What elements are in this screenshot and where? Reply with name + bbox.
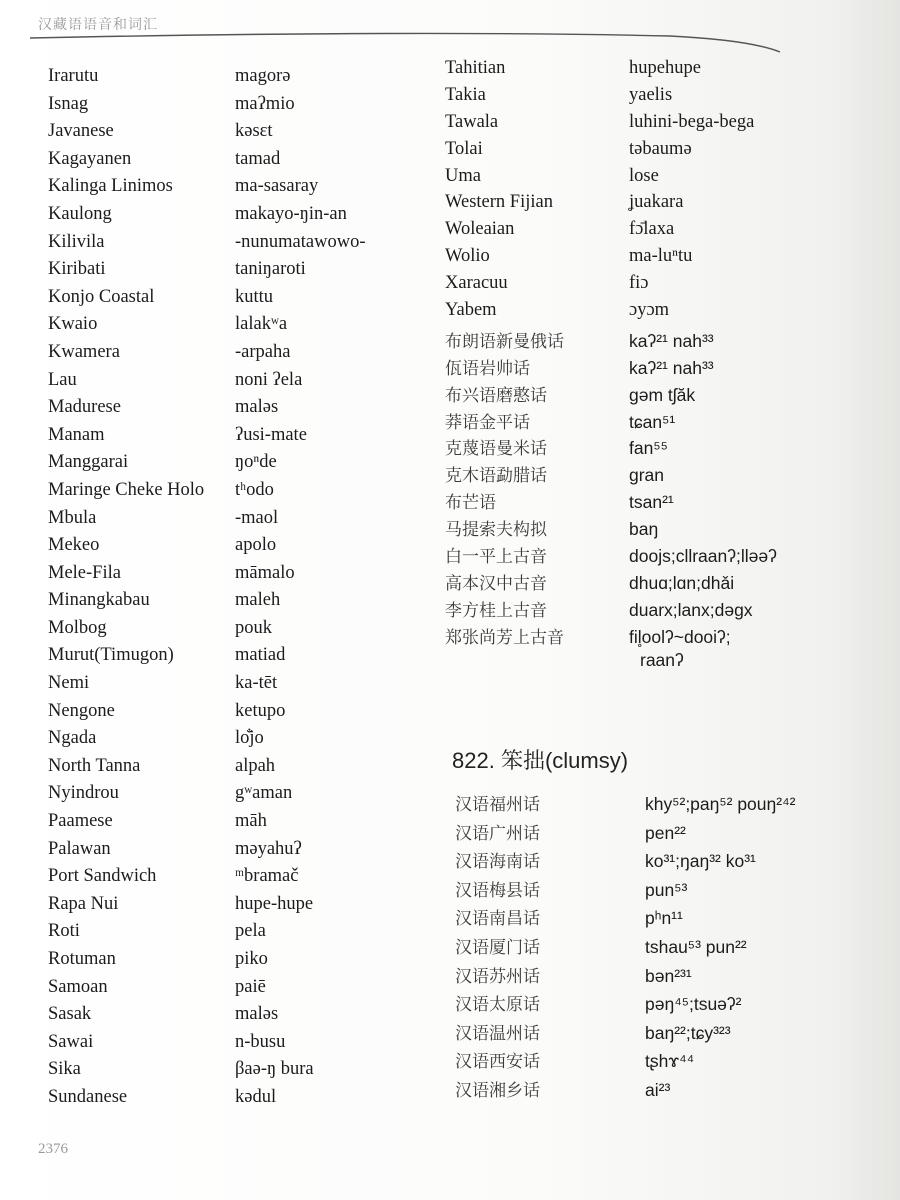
word-form: hupehupe: [629, 58, 701, 78]
entry-row: [48, 673, 428, 701]
left-column: [48, 66, 428, 1115]
entry-row: [48, 287, 428, 315]
language-name: Mekeo: [48, 535, 100, 556]
word-form: apolo: [235, 535, 277, 556]
entry-row: [48, 535, 428, 563]
word-form: maləs: [235, 397, 279, 418]
section-heading: [452, 744, 628, 775]
word-form-continuation: raanʔ: [640, 649, 684, 670]
language-name: Irarutu: [48, 66, 99, 86]
word-form: yaelis: [629, 84, 673, 105]
word-form: ketupo: [235, 700, 286, 721]
language-name: Kiribati: [48, 259, 106, 280]
entry-row: [48, 756, 428, 784]
language-name: Maringe Cheke Holo: [48, 479, 205, 500]
word-form: gʷaman: [235, 783, 293, 804]
entry-row: [48, 563, 428, 591]
language-name: Sasak: [48, 1004, 92, 1025]
word-form: kaʔ²¹ nah³³: [629, 330, 714, 351]
entry-row: [48, 259, 428, 287]
language-name: Paamese: [48, 811, 113, 832]
word-form: duarx;lanx;dəgx: [629, 599, 753, 620]
word-form: khy⁵²;paŋ⁵² pouŋ²⁴²: [645, 794, 796, 814]
word-form: bən²³¹: [645, 965, 692, 986]
word-form: doojs;cllraanʔ;lləəʔ: [629, 546, 777, 567]
language-name: Manggarai: [48, 452, 129, 473]
word-form: fɔ̄laxa: [629, 219, 675, 240]
language-name: 汉语苏州话: [455, 966, 540, 987]
language-name: Ngada: [48, 728, 97, 749]
language-name: Port Sandwich: [48, 866, 157, 887]
language-name: 李方桂上古音: [445, 600, 547, 621]
word-form: luhini-bega-bega: [629, 111, 755, 132]
word-form: -maol: [235, 507, 279, 528]
word-form: baŋ: [629, 519, 659, 540]
word-form: alpah: [235, 755, 276, 776]
language-name: 郑张尚芳上古音: [445, 627, 564, 648]
word-form: piko: [235, 949, 268, 969]
language-name: Mbula: [48, 507, 97, 528]
entry-row: [48, 176, 428, 204]
entry-row: [48, 839, 428, 867]
language-name: Nyindrou: [48, 783, 119, 804]
entry-row: [48, 921, 428, 949]
word-form: ko³¹;ŋaŋ³² ko³¹: [645, 851, 756, 872]
word-form: tʂhɤ⁴⁴: [645, 1051, 695, 1072]
entry-row: [445, 273, 865, 300]
entry-row: [48, 783, 428, 811]
entry-row: [445, 434, 865, 461]
word-form: pen²²: [645, 822, 686, 843]
language-name: Kwaio: [48, 314, 98, 335]
entry-row: [445, 112, 865, 139]
word-form: ai²³: [645, 1079, 671, 1100]
language-name: Sawai: [48, 1031, 94, 1052]
language-name: Madurese: [48, 397, 121, 418]
word-form: gəm tʃăk: [629, 384, 696, 405]
language-name: 汉语温州话: [455, 1023, 540, 1044]
section-822-entries: [455, 790, 875, 1105]
language-name: Murut(Timugon): [48, 645, 174, 666]
language-name: Minangkabau: [48, 590, 150, 611]
running-head: 汉藏语语音和词汇: [38, 17, 158, 33]
entry-row: [445, 354, 865, 381]
language-name: Xaracuu: [445, 273, 508, 294]
entry-row: [445, 461, 865, 488]
entry-row: [48, 94, 428, 122]
entry-row: [48, 949, 428, 977]
entry-row: [48, 342, 428, 370]
entry-row: [455, 962, 875, 991]
word-form: ʔusi-mate: [235, 424, 307, 445]
entry-row: [445, 515, 865, 542]
word-form: kədul: [235, 1086, 277, 1107]
word-form: ᵐbramač: [235, 866, 299, 887]
entry-row: [445, 381, 865, 408]
entry-row: [48, 204, 428, 232]
language-name: Kwamera: [48, 341, 120, 362]
entry-row: [48, 452, 428, 480]
page-number: 2376: [38, 1141, 68, 1157]
language-name: Mele-Fila: [48, 562, 121, 583]
entry-row: [445, 623, 865, 650]
word-form: -arpaha: [235, 341, 291, 362]
language-name: 高本汉中古音: [445, 573, 547, 594]
entry-row: [48, 645, 428, 673]
word-form: matiad: [235, 645, 286, 666]
entry-row: [48, 425, 428, 453]
word-form: kəsɛt: [235, 121, 273, 142]
word-form: βaə-ŋ bura: [235, 1059, 314, 1080]
word-form: pəŋ⁴⁵;tsuəʔ²: [645, 994, 742, 1015]
word-form: ŋoⁿde: [235, 452, 277, 473]
language-name: Kagayanen: [48, 148, 132, 169]
language-name: Woleaian: [445, 219, 515, 240]
entry-row: [455, 847, 875, 876]
entry-row: [445, 408, 865, 435]
language-name: 汉语湘乡话: [455, 1080, 540, 1101]
entry-row: [445, 166, 865, 193]
language-name: Kaulong: [48, 203, 112, 224]
language-name: Wolio: [445, 246, 490, 267]
word-form: ma-luⁿtu: [629, 246, 693, 267]
word-form: pʰn¹¹: [645, 908, 683, 929]
word-form: tɕan⁵¹: [629, 411, 676, 432]
word-form: kaʔ²¹ nah³³: [629, 357, 714, 378]
language-name: 汉语厦门话: [455, 937, 540, 958]
entry-row: [48, 1004, 428, 1032]
language-name: Western Fijian: [445, 192, 553, 213]
entry-row: [445, 246, 865, 273]
entry-row: [445, 542, 865, 569]
entry-row: [48, 894, 428, 922]
entry-row: [445, 85, 865, 112]
word-form: gran: [629, 465, 665, 486]
language-name: 克蔑语曼米话: [445, 439, 547, 460]
language-name: Molbog: [48, 617, 107, 638]
word-form: ɔyɔm: [629, 300, 670, 321]
entry-row: [445, 327, 865, 354]
entry-row: [48, 811, 428, 839]
right-column: [445, 58, 865, 676]
language-name: 汉语梅县话: [455, 880, 540, 901]
word-form: paiē: [235, 976, 266, 997]
language-name: Lau: [48, 369, 77, 390]
entry-row: [445, 58, 865, 85]
language-name: Kilivila: [48, 231, 105, 252]
language-name: Sika: [48, 1059, 81, 1080]
entry-row: [445, 488, 865, 515]
word-form: baŋ²²;tɕy³²³: [645, 1022, 731, 1043]
word-form: maleh: [235, 590, 281, 611]
word-form: fil̥oolʔ~dooiʔ;: [629, 626, 731, 647]
word-form: təbaumə: [629, 138, 692, 159]
header-rule: [30, 22, 790, 62]
entry-row: [455, 1019, 875, 1048]
language-name: 汉语福州话: [455, 795, 540, 815]
word-form: pela: [235, 921, 266, 942]
language-name: Sundanese: [48, 1086, 128, 1107]
language-name: 汉语南昌话: [455, 909, 540, 930]
entry-row: [445, 192, 865, 219]
entry-row: [48, 590, 428, 618]
language-name: 布朗语新曼俄话: [445, 331, 564, 352]
entry-row: [48, 866, 428, 894]
word-form: fan⁵⁵: [629, 438, 668, 459]
entry-row: [48, 508, 428, 536]
language-name: Isnag: [48, 93, 89, 114]
word-form: magorə: [235, 66, 291, 86]
language-name: 莽语金平话: [445, 412, 530, 433]
word-form: hupe-hupe: [235, 893, 314, 914]
language-name: Javanese: [48, 121, 114, 142]
entry-row: [48, 618, 428, 646]
entry-row: [48, 977, 428, 1005]
entry-row: [445, 139, 865, 166]
word-form: dhuɑ;lɑn;dhǎi: [629, 572, 735, 593]
entry-row: [48, 480, 428, 508]
entry-row: [48, 314, 428, 342]
word-form: kuttu: [235, 286, 274, 307]
word-form: tshau⁵³ pun²²: [645, 936, 747, 957]
word-form: makayo-ŋin-an: [235, 203, 347, 224]
language-name: Tahitian: [445, 58, 506, 78]
entry-row: [455, 876, 875, 905]
language-name: Rotuman: [48, 949, 116, 969]
word-form: tamad: [235, 148, 281, 169]
word-form: lose: [629, 165, 659, 186]
entry-row: [48, 1059, 428, 1087]
language-name: Samoan: [48, 976, 108, 997]
entry-row: [48, 232, 428, 260]
entry-row: [48, 728, 428, 756]
language-name: Tolai: [445, 138, 483, 159]
entry-row: [48, 701, 428, 729]
word-form: ma-sasaray: [235, 176, 319, 197]
entry-row: [455, 933, 875, 962]
language-name: Palawan: [48, 838, 111, 859]
word-form: maʔmio: [235, 93, 295, 114]
entry-row: [445, 569, 865, 596]
language-name: Konjo Coastal: [48, 286, 155, 307]
word-form: n-busu: [235, 1031, 286, 1052]
language-name: 汉语西安话: [455, 1052, 540, 1073]
word-form: məyahuʔ: [235, 838, 302, 859]
entry-row: [455, 1076, 875, 1105]
entry-row: [48, 1032, 428, 1060]
entry-row: [48, 397, 428, 425]
word-form: māmalo: [235, 562, 295, 583]
word-form: lalakʷa: [235, 314, 288, 335]
language-name: Takia: [445, 84, 486, 105]
entry-row: [48, 66, 428, 94]
language-name: 马提索夫构拟: [445, 520, 547, 541]
language-name: 佤语岩帅话: [445, 358, 530, 379]
entry-row: [445, 596, 865, 623]
entry-row: [455, 990, 875, 1019]
language-name: 汉语太原话: [455, 995, 540, 1016]
language-name: Yabem: [445, 300, 497, 321]
word-form: tsan²¹: [629, 492, 674, 513]
language-name: Nengone: [48, 700, 115, 721]
language-name: Nemi: [48, 673, 90, 694]
language-name: Roti: [48, 921, 80, 942]
entry-row: [48, 121, 428, 149]
word-form: māh: [235, 811, 267, 832]
entry-row: [48, 1087, 428, 1115]
language-name: 布芒语: [445, 493, 496, 514]
language-name: Rapa Nui: [48, 893, 119, 914]
entry-row: [455, 790, 875, 819]
language-name: North Tanna: [48, 755, 141, 776]
entry-row: [455, 904, 875, 933]
language-name: Manam: [48, 424, 105, 445]
language-name: Kalinga Linimos: [48, 176, 173, 197]
language-name: 汉语广州话: [455, 823, 540, 844]
entry-row: [455, 819, 875, 848]
word-form: pun⁵³: [645, 879, 688, 900]
entry-row: [445, 219, 865, 246]
language-name: 汉语海南话: [455, 852, 540, 873]
word-form: lo̐jo: [235, 728, 264, 749]
word-form: ka-tēt: [235, 673, 278, 694]
language-name: 克木语勐腊话: [445, 466, 547, 487]
entry-row: [48, 370, 428, 398]
entry-row: [48, 149, 428, 177]
word-form: pouk: [235, 617, 272, 638]
word-form: noni ʔela: [235, 369, 303, 390]
word-form: taniŋaroti: [235, 259, 306, 280]
section-title: 笨拙(clumsy): [500, 748, 629, 773]
language-name: 白一平上古音: [445, 547, 547, 568]
word-form: -nunumatawowo-: [235, 231, 366, 252]
word-form: tʰodo: [235, 479, 274, 500]
word-form: maləs: [235, 1004, 279, 1025]
section-number: 822.: [452, 748, 495, 773]
language-name: Tawala: [445, 111, 499, 132]
entry-row: [445, 300, 865, 327]
language-name: 布兴语磨憨话: [445, 385, 547, 406]
word-form: fiɔ: [629, 273, 649, 294]
entry-row: [455, 1047, 875, 1076]
language-name: Uma: [445, 165, 481, 186]
word-form: ʝuakara: [629, 192, 684, 213]
